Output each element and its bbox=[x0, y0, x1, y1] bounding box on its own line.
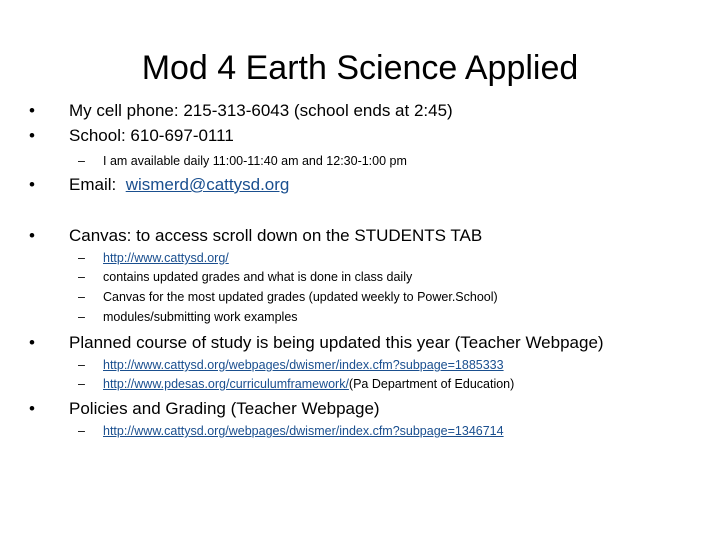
cell-phone-text: My cell phone: 215-313-6043 (school ends at 2:45) bbox=[69, 101, 453, 120]
bullet-marker: • bbox=[29, 126, 35, 145]
policies-text: Policies and Grading (Teacher Webpage) bbox=[69, 399, 380, 418]
cattysd-home-link[interactable]: http://www.cattysd.org/ bbox=[103, 251, 229, 265]
pdesas-line bbox=[103, 375, 514, 393]
canvas-grades-text: Canvas for the most updated grades (updated weekly to Power.School) bbox=[103, 290, 498, 304]
sub-bullet-marker: – bbox=[78, 154, 85, 168]
updated-grades-text: contains updated grades and what is done in class daily bbox=[103, 270, 413, 284]
availability-text: I am available daily 11:00-11:40 am and 12:30-1:00 pm bbox=[103, 154, 407, 168]
sub-bullet-marker: – bbox=[78, 290, 85, 304]
email-link[interactable]: wismerd@cattysd.org bbox=[125, 175, 290, 194]
canvas-text: Canvas: to access scroll down on the STUDENTS TAB bbox=[69, 226, 483, 245]
sub-bullet-marker: – bbox=[78, 424, 85, 438]
planned-course-text: Planned course of study is being updated this year (Teacher Webpage) bbox=[69, 333, 604, 352]
pdesas-link[interactable]: http://www.pdesas.org/curriculumframework/ bbox=[103, 377, 349, 391]
sub-bullet-marker: – bbox=[78, 310, 85, 324]
bullet-marker: • bbox=[29, 175, 35, 194]
email-label: Email: bbox=[69, 175, 126, 194]
sub-bullet-marker: – bbox=[78, 358, 85, 372]
bullet-marker: • bbox=[29, 333, 35, 352]
modules-text: modules/submitting work examples bbox=[103, 310, 298, 324]
bullet-marker: • bbox=[29, 101, 35, 120]
sub-bullet-marker: – bbox=[78, 251, 85, 265]
slide-title: Mod 4 Earth Science Applied bbox=[141, 49, 579, 87]
course-of-study-link[interactable]: http://www.cattysd.org/webpages/dwismer/index.cfm?subpage=1885333 bbox=[103, 358, 504, 372]
policies-link[interactable]: http://www.cattysd.org/webpages/dwismer/index.cfm?subpage=1346714 bbox=[103, 424, 504, 438]
email-line bbox=[69, 174, 289, 196]
sub-bullet-marker: – bbox=[78, 377, 85, 391]
school-phone-text: School: 610-697-0111 bbox=[69, 126, 234, 145]
pdesas-suffix: (Pa Department of Education) bbox=[348, 377, 515, 391]
sub-bullet-marker: – bbox=[78, 270, 85, 284]
bullet-marker: • bbox=[29, 226, 35, 245]
bullet-marker: • bbox=[29, 399, 35, 418]
